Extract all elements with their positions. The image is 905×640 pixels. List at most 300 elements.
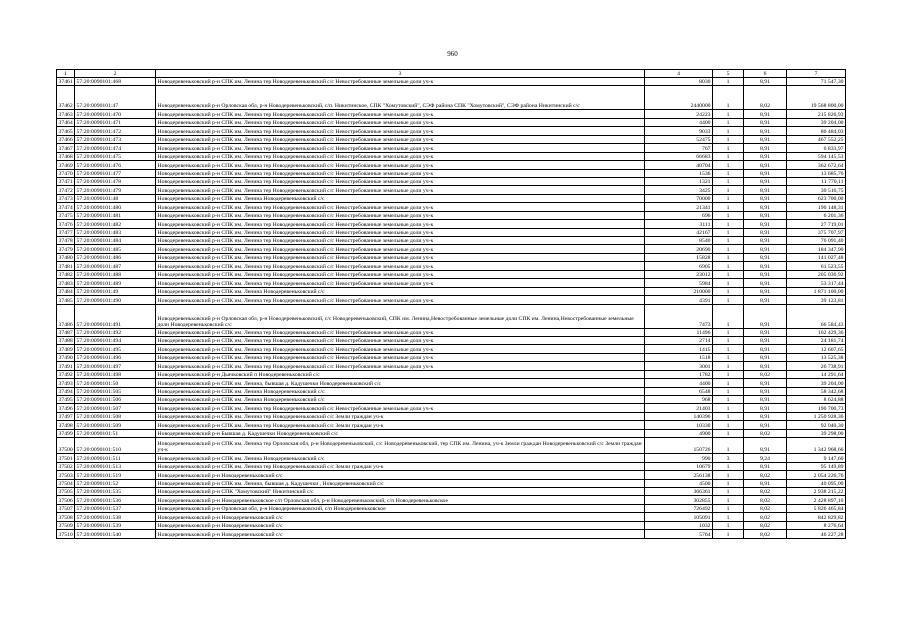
count-value: 1 xyxy=(713,110,744,118)
cost-value: 6 833,97 xyxy=(787,144,846,152)
row-number: 37507 xyxy=(58,506,73,513)
count-value: 1 xyxy=(713,404,744,412)
header-col-6: 6 xyxy=(744,70,787,78)
count-value: 1 xyxy=(713,487,744,495)
location-description: Новодеревеньковский р-н СПК им. Ленина тер Новодеревеньковский с/с Невостребованные земельные доли уч-к xyxy=(156,279,645,287)
location-description: Новодеревеньковский р-н СПК им. Ленина тер Новодеревеньковский с/с Невостребованные земельные доли уч-к xyxy=(156,203,645,211)
count-value: 1 xyxy=(713,396,744,404)
cost-value: 2 428 897,10 xyxy=(787,496,846,504)
cadastral-number: 57:20:0090101:497 xyxy=(75,362,156,370)
area-value: 20690 xyxy=(645,245,713,253)
count-value: 1 xyxy=(713,127,744,135)
count-value: 1 xyxy=(713,279,744,287)
cadastral-number: 57:20:0090101:50 xyxy=(75,379,156,387)
count-value: 1 xyxy=(713,353,744,361)
count-value: 1 xyxy=(713,203,744,211)
cadastral-number: 57:20:0090101:492 xyxy=(75,328,156,336)
table-row xyxy=(57,169,846,177)
table-row xyxy=(57,429,846,437)
row-number: 37488 xyxy=(58,338,73,345)
location-description: Новодеревеньковский р-н СПК им. Ленина тер Новодеревеньковский с/с Невостребованные земельные доли уч-к xyxy=(156,144,645,152)
row-number: 37477 xyxy=(58,230,73,237)
location-description: Новодеревеньковский р-н СПК им. Ленина тер Новодеревеньковский с/с Невостребованные земельные доли уч-к xyxy=(156,177,645,185)
cost-value: 362 672,64 xyxy=(787,161,846,169)
row-number: 37462 xyxy=(57,86,75,110)
count-value: 1 xyxy=(713,287,744,295)
row-number: 37504 xyxy=(58,480,73,487)
table-row xyxy=(57,237,846,245)
table-row xyxy=(57,211,846,219)
area-value: 40704 xyxy=(645,161,713,169)
location-description: Новодеревеньковский р-н СПК им. Ленина Новодеревеньковский с/с xyxy=(156,387,645,395)
rate-value: 8,02 xyxy=(744,429,787,437)
cadastral-number: 57:20:0090101:490 xyxy=(75,296,156,304)
header-col-1: 1 xyxy=(57,70,75,78)
cadastral-number: 57:20:0090101:498 xyxy=(75,370,156,378)
cost-value: 2 938 215,22 xyxy=(787,487,846,495)
cadastral-number: 57:20:0090101:519 xyxy=(75,471,156,479)
table-row xyxy=(57,78,846,86)
rate-value: 8,91 xyxy=(744,228,787,236)
cost-value: 8 624,88 xyxy=(787,396,846,404)
location-description: Новодеревеньковский р-н Орловская обл, р-н Новодеревеньковский, с/п. Никитинское, СПК "Хомутовский", СЭФ района СПК "Хомутовский", СЭФ района Никитинский с/с xyxy=(156,86,645,110)
location-description: Новодеревеньковский р-н СПК им. Ленина тер Новодеревеньковский с/с Невостребованные земельные доли уч-к xyxy=(156,237,645,245)
rate-value: 8,91 xyxy=(744,110,787,118)
row-number: 37463 xyxy=(58,111,73,118)
table-row xyxy=(57,296,846,304)
rate-value: 8,02 xyxy=(744,504,787,512)
area-value: 726492 xyxy=(645,504,713,512)
area-value: 9033 xyxy=(645,127,713,135)
count-value: 1 xyxy=(713,421,744,429)
cost-value: 46 227,28 xyxy=(787,530,846,538)
rate-value: 8,91 xyxy=(744,152,787,160)
location-description: Новодеревеньковский р-н Бывшая д. Кадушечки Новодеревеньковский с/с xyxy=(156,429,645,437)
table-row xyxy=(57,496,846,504)
rate-value: 8,02 xyxy=(744,521,787,529)
count-value: 1 xyxy=(713,245,744,253)
cost-value: 95 149,89 xyxy=(787,462,846,470)
header-col-4: 4 xyxy=(645,70,713,78)
area-value: 6905 xyxy=(645,262,713,270)
row-number: 37505 xyxy=(58,489,73,496)
location-description: Новодеревеньковский р-н СПК им. Ленина тер Новодеревеньковский с/с Невостребованные земельные доли уч-к xyxy=(156,296,645,304)
area-value: 990 xyxy=(645,454,713,462)
rate-value: 8,91 xyxy=(744,336,787,344)
rate-value: 8,91 xyxy=(744,345,787,353)
rate-value: 8,91 xyxy=(744,353,787,361)
cost-value: 184 347,90 xyxy=(787,245,846,253)
area-value: 1032 xyxy=(645,521,713,529)
location-description: Новодеревеньковский р-н СПК им. Ленина тер Новодеревеньковский с/с Невостребованные земельные доли уч-к xyxy=(156,186,645,194)
cost-value: 190 148,31 xyxy=(787,203,846,211)
cadastral-number: 57:20:0090101:491 xyxy=(75,304,156,328)
location-description: Новодеревеньковский р-н СПК им. Ленина тер Новодеревеньковский с/с Невостребованные земельные доли уч-к xyxy=(156,110,645,118)
cadastral-number: 57:20:0090101:511 xyxy=(75,454,156,462)
rate-value: 8,91 xyxy=(744,328,787,336)
cadastral-number: 57:20:0090101:494 xyxy=(75,336,156,344)
table-row xyxy=(57,161,846,169)
row-number: 37471 xyxy=(58,179,73,186)
table-row xyxy=(57,186,846,194)
row-number: 37480 xyxy=(58,255,73,262)
cadastral-number: 57:20:0090101:506 xyxy=(75,396,156,404)
cost-value: 8 276,64 xyxy=(787,521,846,529)
cadastral-number: 57:20:0090101:510 xyxy=(75,438,156,454)
rate-value: 8,02 xyxy=(744,530,787,538)
cost-value: 14 291,64 xyxy=(787,370,846,378)
table-row xyxy=(57,86,846,110)
cadastral-number: 57:20:0090101:476 xyxy=(75,161,156,169)
rate-value: 8,91 xyxy=(744,144,787,152)
row-number: 37470 xyxy=(58,170,73,177)
count-value: 1 xyxy=(713,328,744,336)
location-description: Новодеревеньковский р-н СПК им. Ленина тер Орловская обл, р-н Новодеревеньковский, с/с Новодеревеньковский, тер СПК им. Ленина, уч-к Земли граждан Новодеревеньковский с/с Земли граждан уч-к xyxy=(156,438,645,454)
location-description: Новодеревеньковский р-н СПК им. Ленина тер Новодеревеньковский с/с Невостребованные земельные доли уч-к xyxy=(156,328,645,336)
table-row xyxy=(57,245,846,253)
table-row xyxy=(57,152,846,160)
row-number: 37464 xyxy=(58,120,73,127)
cadastral-number: 57:20:0090101:537 xyxy=(75,504,156,512)
cost-value: 1 342 968,66 xyxy=(787,438,846,454)
cost-value: 1 250 928,36 xyxy=(787,412,846,420)
location-description: Новодеревеньковский р-н СПК им. Ленина тер Новодеревеньковский с/с Невостребованные земельные доли уч-к xyxy=(156,345,645,353)
location-description: Новодеревеньковский р-н СПК им. Ленина тер Новодеревеньковский с/с Невостребованные земельные доли уч-к xyxy=(156,228,645,236)
rate-value: 9,24 xyxy=(744,454,787,462)
cost-value: 375 707,97 xyxy=(787,228,846,236)
cadastral-number: 57:20:0090101:480 xyxy=(75,203,156,211)
rate-value: 8,02 xyxy=(744,471,787,479)
row-number: 37484 xyxy=(58,289,73,296)
area-value: 302855 xyxy=(645,496,713,504)
row-number: 37486 xyxy=(57,304,75,328)
table-row xyxy=(57,504,846,512)
header-col-5: 5 xyxy=(713,70,744,78)
location-description: Новодеревеньковский р-н СПК им. Ленина, бывшая д. Кадушечки Новодеревеньковский с/с xyxy=(156,379,645,387)
cost-value: 9 147,60 xyxy=(787,454,846,462)
cadastral-number: 57:20:0090101:481 xyxy=(75,211,156,219)
cadastral-number: 57:20:0090101:538 xyxy=(75,513,156,521)
count-value: 1 xyxy=(713,513,744,521)
table-row xyxy=(57,462,846,470)
count-value: 1 xyxy=(713,387,744,395)
count-value: 1 xyxy=(713,304,744,328)
cost-value: 141 027,48 xyxy=(787,253,846,261)
cost-value: 27 719,01 xyxy=(787,220,846,228)
area-value: 3425 xyxy=(645,186,713,194)
table-row xyxy=(57,304,846,328)
cadastral-number: 57:20:0090101:488 xyxy=(75,270,156,278)
table-row xyxy=(57,177,846,185)
location-description: Новодеревеньковский р-н СПК им. Ленина тер Новодеревеньковский с/с Невостребованные земельные доли уч-к xyxy=(156,353,645,361)
rate-value: 8,91 xyxy=(744,211,787,219)
row-number: 37474 xyxy=(58,204,73,211)
row-number: 37494 xyxy=(58,389,73,396)
location-description: Новодеревеньковский р-н СПК им. Ленина тер Новодеревеньковский с/с Невостребованные земельные доли уч-к xyxy=(156,118,645,126)
rate-value: 8,91 xyxy=(744,396,787,404)
area-value: 66683 xyxy=(645,152,713,160)
location-description: Новодеревеньковский р-н СПК им. Ленина, бывшая д. Кадушечки , Новодеревеньковский с/с xyxy=(156,479,645,487)
table-row xyxy=(57,203,846,211)
location-description: Новодеревеньковский р-н СПК им. Ленина тер Новодеревеньковский с/с Земли граждан уч-к xyxy=(156,421,645,429)
register-table xyxy=(56,69,846,539)
table-row xyxy=(57,279,846,287)
area-value: 210000 xyxy=(645,287,713,295)
table-row xyxy=(57,370,846,378)
cost-value: 39 298,00 xyxy=(787,429,846,437)
row-number: 37492 xyxy=(58,372,73,379)
rate-value: 8,91 xyxy=(744,479,787,487)
location-description: Новодеревеньковский р-н Орловская обл, р-н Новодеревеньковский, с/с Новодеревеньковский, СПК им. Ленина,Невостребованные земельные доли СПК им. Ленина,Невостребованные земельные доли Новодеревеньковский с/с xyxy=(156,304,645,328)
rate-value: 8,02 xyxy=(744,86,787,110)
rate-value: 8,91 xyxy=(744,237,787,245)
table-row xyxy=(57,387,846,395)
row-number: 37467 xyxy=(58,145,73,152)
table-row xyxy=(57,194,846,202)
location-description: Новодеревеньковский р-н Новодеревеньковский с/с xyxy=(156,513,645,521)
row-number: 37509 xyxy=(58,523,73,530)
row-number: 37472 xyxy=(58,187,73,194)
rate-value: 8,91 xyxy=(744,161,787,169)
cost-value: 190 700,73 xyxy=(787,404,846,412)
table-row xyxy=(57,521,846,529)
row-number: 37479 xyxy=(58,246,73,253)
location-description: Новодеревеньковский р-н СПК им. Ленина тер Новодеревеньковский с/с Невостребованные земельные доли уч-к xyxy=(156,161,645,169)
cost-value: 39 204,00 xyxy=(787,118,846,126)
rate-value: 8,91 xyxy=(744,287,787,295)
cadastral-number: 57:20:0090101:473 xyxy=(75,135,156,143)
row-number: 37510 xyxy=(58,531,73,538)
table-row xyxy=(57,270,846,278)
count-value: 1 xyxy=(713,296,744,304)
header-col-2: 2 xyxy=(75,70,156,78)
rate-value: 8,91 xyxy=(744,279,787,287)
rate-value: 8,91 xyxy=(744,379,787,387)
cost-value: 26 738,91 xyxy=(787,362,846,370)
cost-value: 5 826 465,84 xyxy=(787,504,846,512)
table-row xyxy=(57,379,846,387)
location-description: Новодеревеньковский р-н СПК им. Ленина Новодеревеньковский с/с xyxy=(156,287,645,295)
area-value: 1782 xyxy=(645,370,713,378)
table-row xyxy=(57,421,846,429)
count-value: 1 xyxy=(713,471,744,479)
cost-value: 66 584,43 xyxy=(787,304,846,328)
count-value: 3 xyxy=(713,454,744,462)
row-number: 37483 xyxy=(58,280,73,287)
cost-value: 623 700,00 xyxy=(787,194,846,202)
cadastral-number: 57:20:0090101:487 xyxy=(75,262,156,270)
table-row xyxy=(57,228,846,236)
cost-value: 39 123,81 xyxy=(787,296,846,304)
count-value: 1 xyxy=(713,194,744,202)
cadastral-number: 57:20:0090101:479 xyxy=(75,186,156,194)
count-value: 1 xyxy=(713,135,744,143)
rate-value: 8,91 xyxy=(744,253,787,261)
rate-value: 8,91 xyxy=(744,404,787,412)
cadastral-number: 57:20:0090101:489 xyxy=(75,279,156,287)
row-number: 37476 xyxy=(58,221,73,228)
header-col-3: 3 xyxy=(156,70,645,78)
table-row xyxy=(57,454,846,462)
table-row xyxy=(57,487,846,495)
count-value: 1 xyxy=(713,177,744,185)
cadastral-number: 57:20:0090101:483 xyxy=(75,228,156,236)
area-value: 140396 xyxy=(645,412,713,420)
cost-value: 58 342,68 xyxy=(787,387,846,395)
area-value: 696 xyxy=(645,211,713,219)
area-value: 1321 xyxy=(645,177,713,185)
table-row xyxy=(57,471,846,479)
table-row xyxy=(57,404,846,412)
cadastral-number: 57:20:0090101:470 xyxy=(75,110,156,118)
cadastral-number: 57:20:0090101:478 xyxy=(75,177,156,185)
cadastral-number: 57:20:0090101:474 xyxy=(75,144,156,152)
count-value: 1 xyxy=(713,144,744,152)
count-value: 1 xyxy=(713,237,744,245)
cost-value: 2 054 226,76 xyxy=(787,471,846,479)
count-value: 1 xyxy=(713,118,744,126)
cost-value: 205 036,92 xyxy=(787,270,846,278)
rate-value: 8,91 xyxy=(744,421,787,429)
table-row xyxy=(57,396,846,404)
area-value: 366361 xyxy=(645,487,713,495)
row-number: 37500 xyxy=(57,438,75,454)
table-row xyxy=(57,345,846,353)
cost-value: 24 181,74 xyxy=(787,336,846,344)
cadastral-number: 57:20:0090101:508 xyxy=(75,412,156,420)
cost-value: 40 095,00 xyxy=(787,479,846,487)
cost-value: 76 091,40 xyxy=(787,237,846,245)
cost-value: 12 607,65 xyxy=(787,345,846,353)
count-value: 1 xyxy=(713,521,744,529)
area-value: 15828 xyxy=(645,253,713,261)
area-value: 1415 xyxy=(645,345,713,353)
row-number: 37468 xyxy=(58,154,73,161)
table-row xyxy=(57,513,846,521)
count-value: 1 xyxy=(713,462,744,470)
row-number: 37501 xyxy=(58,455,73,462)
count-value: 1 xyxy=(713,379,744,387)
area-value: 21341 xyxy=(645,203,713,211)
row-number: 37491 xyxy=(58,363,73,370)
count-value: 1 xyxy=(713,186,744,194)
cadastral-number: 57:20:0090101:482 xyxy=(75,220,156,228)
rate-value: 8,02 xyxy=(744,370,787,378)
cost-value: 30 516,75 xyxy=(787,186,846,194)
cost-value: 6 201,36 xyxy=(787,211,846,219)
row-number: 37469 xyxy=(58,162,73,169)
cadastral-number: 57:20:0090101:485 xyxy=(75,245,156,253)
count-value: 1 xyxy=(713,78,744,86)
rate-value: 8,91 xyxy=(744,177,787,185)
location-description: Новодеревеньковский р-н СПК им. Ленина тер Новодеревеньковский с/с Невостребованные земельные доли уч-к xyxy=(156,253,645,261)
area-value: 8540 xyxy=(645,237,713,245)
cost-value: 1 871 100,00 xyxy=(787,287,846,295)
rate-value: 8,91 xyxy=(744,438,787,454)
rate-value: 8,91 xyxy=(744,118,787,126)
cadastral-number: 57:20:0090101:509 xyxy=(75,421,156,429)
count-value: 1 xyxy=(713,504,744,512)
row-number: 37475 xyxy=(58,213,73,220)
count-value: 1 xyxy=(713,169,744,177)
rate-value: 8,91 xyxy=(744,462,787,470)
header-row xyxy=(57,70,846,78)
cadastral-number: 57:20:0090101:495 xyxy=(75,345,156,353)
location-description: Новодеревеньковский р-н СПК им. Ленина тер Новодеревеньковский с/с Невостребованные земельные доли уч-к xyxy=(156,362,645,370)
location-description: Новодеревеньковский р-н Новодеревеньковское с/п Орловская обл, р-н Новодеревеньковский, с/п Новодеревеньковское xyxy=(156,496,645,504)
location-description: Новодеревеньковский р-н СПК им. Ленина тер Новодеревеньковский с/с Невостребованные земельные доли уч-к xyxy=(156,220,645,228)
cost-value: 19 568 800,00 xyxy=(787,86,846,110)
row-number: 37481 xyxy=(58,263,73,270)
cadastral-number: 57:20:0090101:505 xyxy=(75,387,156,395)
rate-value: 8,91 xyxy=(744,296,787,304)
area-value: 2440000 xyxy=(645,86,713,110)
location-description: Новодеревеньковский р-н СПК им. Ленина Новодеревеньковский с/с xyxy=(156,396,645,404)
row-number: 37503 xyxy=(58,472,73,479)
count-value: 1 xyxy=(713,336,744,344)
cadastral-number: 57:20:0090101:477 xyxy=(75,169,156,177)
page-number: 960 xyxy=(447,50,458,58)
cadastral-number: 57:20:0090101:51 xyxy=(75,429,156,437)
area-value: 4500 xyxy=(645,479,713,487)
area-value: 1536 xyxy=(645,169,713,177)
row-number: 37466 xyxy=(58,137,73,144)
count-value: 1 xyxy=(713,370,744,378)
count-value: 1 xyxy=(713,220,744,228)
area-value: 8030 xyxy=(645,78,713,86)
row-number: 37478 xyxy=(58,238,73,245)
cadastral-number: 57:20:0090101:47 xyxy=(75,86,156,110)
count-value: 1 xyxy=(713,438,744,454)
rate-value: 8,91 xyxy=(744,387,787,395)
cadastral-number: 57:20:0090101:535 xyxy=(75,487,156,495)
rate-value: 8,91 xyxy=(744,270,787,278)
table-row xyxy=(57,220,846,228)
count-value: 1 xyxy=(713,228,744,236)
table-row xyxy=(57,438,846,454)
location-description: Новодеревеньковский р-н СПК "Хомутовский" Никитинский с/с xyxy=(156,487,645,495)
rate-value: 8,91 xyxy=(744,412,787,420)
row-number: 37465 xyxy=(58,128,73,135)
area-value: 105091 xyxy=(645,513,713,521)
area-value: 11496 xyxy=(645,328,713,336)
cost-value: 39 204,00 xyxy=(787,379,846,387)
cost-value: 13 685,76 xyxy=(787,169,846,177)
location-description: Новодеревеньковский р-н СПК им. Ленина тер Новодеревеньковский с/с Невостребованные земельные доли уч-к xyxy=(156,404,645,412)
table-row xyxy=(57,353,846,361)
row-number: 37506 xyxy=(58,497,73,504)
location-description: Новодеревеньковский р-н СПК им. Ленина Новодеревеньковский с/с xyxy=(156,454,645,462)
row-number: 37485 xyxy=(58,297,73,304)
cadastral-number: 57:20:0090101:513 xyxy=(75,462,156,470)
cadastral-number: 57:20:0090101:496 xyxy=(75,353,156,361)
location-description: Новодеревеньковский р-н СПК им. Ленина Новодеревеньковский с/с xyxy=(156,194,645,202)
row-number: 37497 xyxy=(58,414,73,421)
row-number: 37496 xyxy=(58,405,73,412)
location-description: Новодеревеньковский р-н СПК им. Ленина тер Новодеревеньковский с/с Невостребованные земельные доли уч-к xyxy=(156,127,645,135)
cadastral-number: 57:20:0090101:471 xyxy=(75,118,156,126)
table-row xyxy=(57,328,846,336)
row-number: 37502 xyxy=(58,464,73,471)
location-description: Новодеревеньковский р-н Новодеревеньковский с/с xyxy=(156,521,645,529)
cost-value: 594 145,53 xyxy=(787,152,846,160)
location-description: Новодеревеньковский р-н СПК им. Ленина тер Новодеревеньковский с/с Невостребованные земельные доли уч-к xyxy=(156,336,645,344)
area-value: 23012 xyxy=(645,270,713,278)
count-value: 1 xyxy=(713,253,744,261)
rate-value: 8,91 xyxy=(744,203,787,211)
row-number: 37493 xyxy=(58,380,73,387)
count-value: 1 xyxy=(713,479,744,487)
